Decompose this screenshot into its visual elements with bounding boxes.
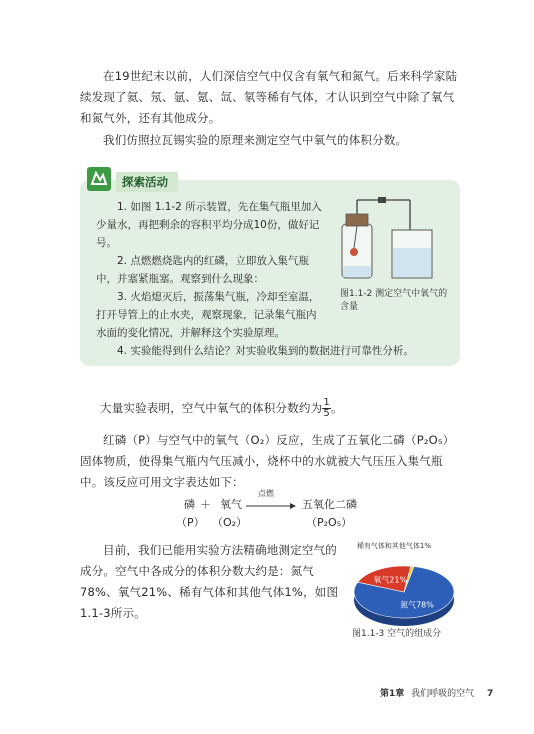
figure-caption-1-1-2: 图1.1-2 测定空气中氧气的含量	[340, 289, 448, 312]
paragraph-experiment-intro: 我们仿照拉瓦锡实验的原理来测定空气中氧气的体积分数。	[103, 133, 408, 147]
footer-chapter: 第1章	[380, 689, 405, 699]
explore-activity-title: 探索活动	[116, 172, 178, 192]
explore-step-1: 1. 如图 1.1-2 所示装置，先在集气瓶里加入少量水，再把剩余的容积平均分成10份，做好记号。	[96, 201, 322, 249]
paragraph-reaction: 红磷（P）与空气中的氧气（O₂）反应，生成了五氧化二磷（P₂O₅）固体物质，使得集气瓶内气压减小，烧杯中的水就被大气压压入集气瓶中。该反应可用文字表达如下：	[80, 433, 455, 489]
figure-caption-1-1-3: 图1.1-3 空气的组成分	[352, 629, 442, 639]
paragraph-oxygen-fraction	[100, 398, 460, 419]
pie-label-2: 稀有气体和其他气体1%	[356, 542, 432, 550]
oxygen-fraction-suffix: 。	[330, 401, 343, 415]
paragraph-air-composition: 目前，我们已能用实验方法精确地测定空气的成分。空气中各成分的体积分数大约是：氮气78%、氧气21%、稀有气体和其他气体1%，如图1.1-3所示。	[80, 543, 339, 620]
pie-label-1: 氧气21%	[373, 575, 408, 585]
equation-reactant-2: 氧气	[220, 498, 242, 511]
equation-formula-p: （P）	[176, 516, 205, 529]
explore-activity-icon	[86, 166, 112, 192]
explore-step-3: 3. 火焰熄灭后，振荡集气瓶，冷却至室温，打开导管上的止水夹，观察现象，记录集气瓶内水面的变化情况，并解释这个实验原理。	[96, 291, 320, 339]
equation-arrow	[246, 502, 296, 510]
equation-product: 五氧化二磷	[302, 498, 357, 511]
equation-condition: 点燃	[258, 489, 274, 498]
footer-title: 我们呼吸的空气	[411, 689, 475, 699]
air-composition-pie-chart	[344, 538, 462, 630]
equation-formula-p2o5: （P₂O₅）	[306, 516, 353, 529]
footer-page-number: 7	[487, 689, 494, 699]
equation-plus: ＋	[200, 498, 211, 511]
oxygen-fraction-text: 大量实验表明，空气中氧气的体积分数约为	[100, 401, 323, 415]
equation-reactant-1: 磷	[184, 498, 195, 511]
explore-step-4: 4. 实验能得到什么结论？对实验收集到的数据进行可靠性分析。	[117, 345, 414, 357]
page-footer	[380, 686, 493, 699]
pie-label-0: 氮气78%	[400, 600, 434, 610]
explore-step-2: 2. 点燃燃烧匙内的红磷，立即放入集气瓶中，并塞紧瓶塞。观察到什么现象：	[96, 255, 309, 285]
equation-formula-o2: （O₂）	[212, 516, 248, 529]
fraction-one-fifth: $\frac{1}{5}$	[323, 397, 330, 419]
apparatus-illustration	[330, 192, 452, 282]
paragraph-history: 在19世纪末以前，人们深信空气中仅含有氧气和氮气。后来科学家陆续发现了氦、氖、氩、氪、氙、氡等稀有气体，才认识到空气中除了氧气和氮气外，还有其他成分。	[80, 69, 458, 125]
